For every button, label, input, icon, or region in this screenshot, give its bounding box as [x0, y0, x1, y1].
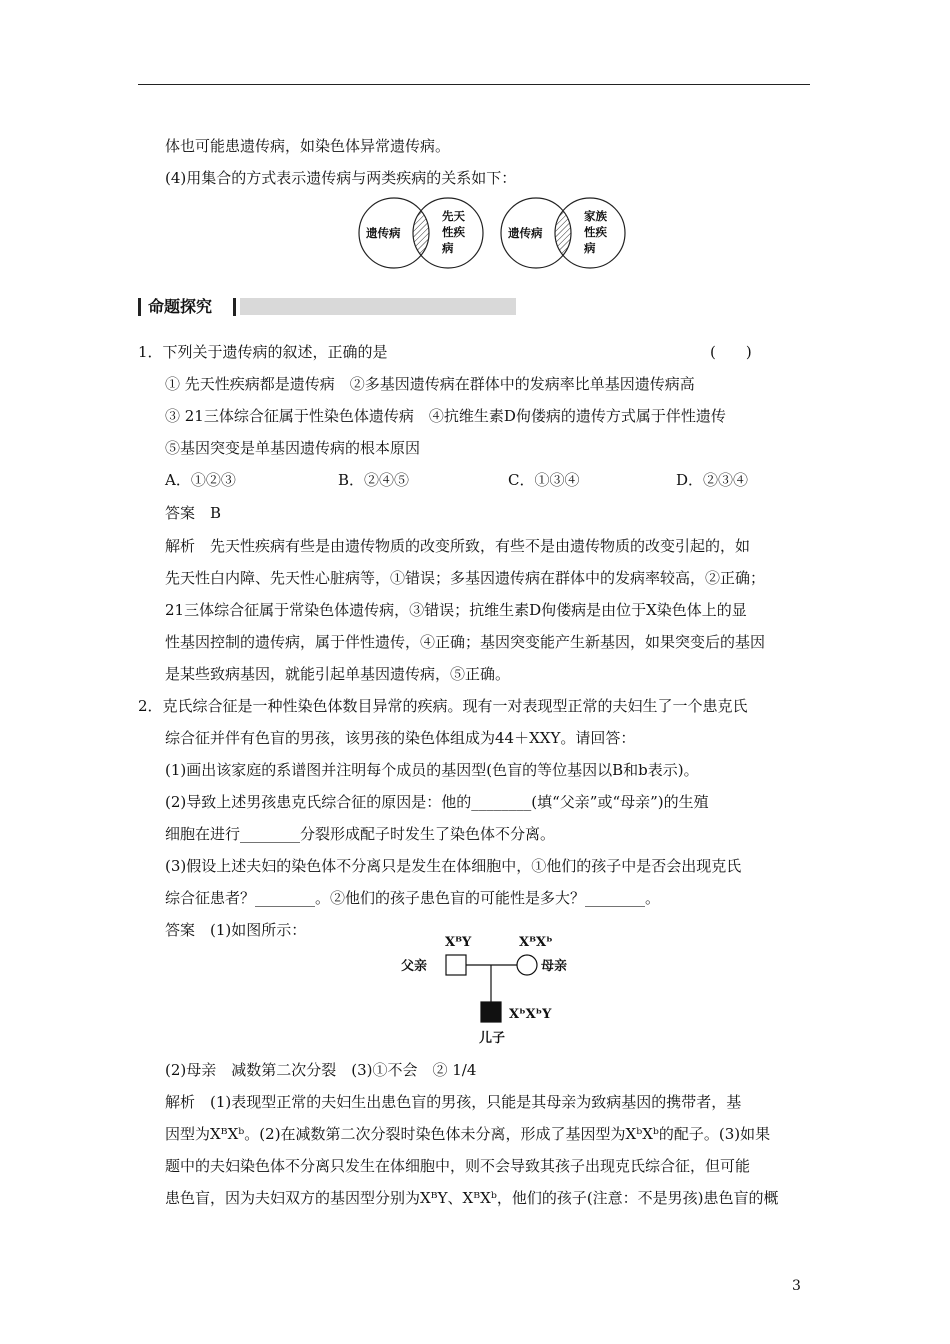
q2-explanation-3: 题中的夫妇染色体不分离只发生在体细胞中，则不会导致其孩子出现克氏综合征，但可能 — [165, 1157, 751, 1175]
venn-right-label-3: 病 — [584, 241, 596, 255]
section-title: 命题探究 — [148, 297, 213, 316]
q1-explanation-1: 解析 先天性疾病有些是由遗传物质的改变所致，有些不是由遗传物质的改变引起的，如 — [165, 537, 751, 555]
father-label: 父亲 — [401, 959, 428, 974]
father-symbol — [446, 955, 466, 975]
venn-right-label-3: 病 — [442, 241, 454, 255]
venn-left-label: 遗传病 — [508, 226, 543, 240]
q1-statement-3: ⑤基因突变是单基因遗传病的根本原因 — [165, 439, 421, 457]
father-genotype: XᴮY — [445, 935, 472, 950]
q1-answer: 答案 B — [165, 504, 222, 522]
q1-option-b: B．②④⑤ — [338, 471, 410, 489]
mother-symbol — [517, 955, 537, 975]
intro-line-1: 体也可能患遗传病，如染色体异常遗传病。 — [165, 137, 451, 155]
mother-label: 母亲 — [541, 959, 568, 974]
q1-explanation-4: 性基因控制的遗传病，属于伴性遗传，④正确；基因突变能产生新基因，如果突变后的基因 — [165, 633, 766, 651]
son-symbol — [481, 1002, 501, 1022]
q1-statement-1: ① 先天性疾病都是遗传病 ②多基因遗传病在群体中的发病率比单基因遗传病高 — [165, 375, 695, 393]
q2-part-1: (1)画出该家庭的系谱图并注明每个成员的基因型(色盲的等位基因以B和b表示)。 — [165, 761, 699, 779]
son-genotype: XᵇXᵇY — [509, 1007, 552, 1022]
venn-left-label: 遗传病 — [366, 226, 401, 240]
q1-option-d: D．②③④ — [676, 471, 749, 489]
mother-genotype: XᴮXᵇ — [519, 935, 553, 950]
q1-explanation-5: 是某些致病基因，就能引起单基因遗传病，⑤正确。 — [165, 665, 511, 683]
venn-right-label-2: 性疾 — [584, 225, 607, 239]
venn-right-label-1: 先天 — [442, 209, 465, 223]
venn-right-label-2: 性疾 — [442, 225, 465, 239]
pedigree-diagram — [395, 930, 595, 1050]
q2-part-2b: 细胞在进行________分裂形成配子时发生了染色体不分离。 — [165, 825, 556, 843]
section-header-band — [240, 298, 516, 315]
son-label: 儿子 — [479, 1031, 506, 1046]
page-number: 3 — [792, 1278, 801, 1294]
q1-statement-2: ③ 21三体综合征属于性染色体遗传病 ④抗维生素D佝偻病的遗传方式属于伴性遗传 — [165, 407, 726, 425]
q2-explanation-2: 因型为XᴮXᵇ。(2)在减数第二次分裂时染色体未分离，形成了基因型为XᵇXᵇ的配子。(3)如果 — [165, 1125, 771, 1143]
q2-explanation-4: 患色盲，因为夫妇双方的基因型分别为XᴮY、XᴮXᵇ，他们的孩子(注意：不是男孩)患色盲的概 — [165, 1189, 779, 1207]
q2-stem-1: 2．克氏综合征是一种性染色体数目异常的疾病。现有一对表现型正常的夫妇生了一个患克氏 — [138, 697, 748, 715]
q1-option-a: A．①②③ — [165, 471, 236, 489]
q2-explanation-1: 解析 (1)表现型正常的夫妇生出患色盲的男孩，只能是其母亲为致病基因的携带者，基 — [165, 1093, 742, 1111]
venn-diagram-congenital — [358, 196, 488, 270]
q1-explanation-3: 21三体综合征属于常染色体遗传病，③错误；抗维生素D佝偻病是由位于X染色体上的显 — [165, 601, 747, 619]
q2-answer-1: 答案 (1)如图所示： — [165, 921, 307, 939]
q2-answer-2: (2)母亲 减数第二次分裂 (3)①不会 ② 1/4 — [165, 1061, 477, 1079]
section-header — [138, 296, 516, 318]
q1-option-c: C．①③④ — [508, 471, 580, 489]
q2-part-2a: (2)导致上述男孩患克氏综合征的原因是：他的________(填“父亲”或“母亲”)的生殖 — [165, 793, 709, 811]
q1-answer-paren: ( ) — [710, 343, 752, 361]
q1-stem: 1．下列关于遗传病的叙述，正确的是 — [138, 343, 388, 361]
q2-stem-2: 综合征并伴有色盲的男孩，该男孩的染色体组成为44＋XXY。请回答： — [165, 729, 636, 747]
q2-part-3a: (3)假设上述夫妇的染色体不分离只是发生在体细胞中，①他们的孩子中是否会出现克氏 — [165, 857, 742, 875]
venn-right-label-1: 家族 — [584, 209, 607, 223]
q1-explanation-2: 先天性白内障、先天性心脏病等，①错误；多基因遗传病在群体中的发病率较高，②正确； — [165, 569, 766, 587]
q2-part-3b: 综合征患者？________。②他们的孩子患色盲的可能性是多大？________。 — [165, 889, 661, 907]
venn-diagram-familial — [500, 196, 630, 270]
intro-line-2: (4)用集合的方式表示遗传病与两类疾病的关系如下： — [165, 169, 517, 187]
header-rule — [138, 84, 810, 85]
